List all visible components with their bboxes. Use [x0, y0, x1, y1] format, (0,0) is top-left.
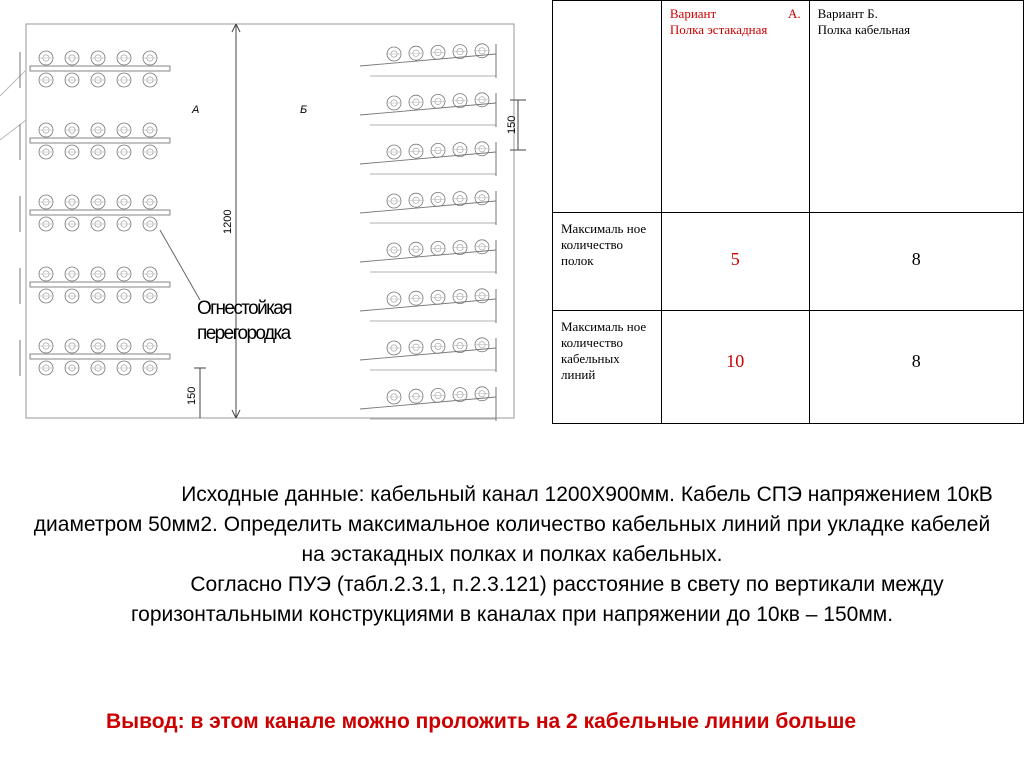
shelf-b — [360, 240, 496, 274]
description-paragraph-2 — [20, 570, 1004, 630]
shelf-a — [20, 267, 170, 304]
dimension-label-150-right: 150 — [506, 115, 518, 134]
description-text-2: Согласно ПУЭ (табл.2.3.1, п.2.3.121) расстояние в свету по вертикали между горизонтальными конструкциями в каналах при напряжении до 10кв – 150мм. — [130, 573, 944, 626]
shelf-b — [360, 44, 496, 78]
variant-a-subtitle: Полка эстакадная — [669, 22, 768, 37]
cable-channel-drawing — [0, 0, 540, 430]
variant-b-subtitle: Полка кабельная — [817, 22, 911, 37]
table-row — [553, 213, 1024, 311]
shelf-a — [20, 123, 170, 160]
dimension-label-150-left: 150 — [186, 386, 198, 405]
table-header-row — [553, 1, 1024, 213]
variant-b-zone-label: Б — [300, 104, 308, 116]
problem-description — [20, 480, 1004, 630]
shelf-b — [360, 142, 496, 176]
shelves-variant-b — [360, 44, 496, 421]
row-label-max-cable-lines: Максималь ное количество кабельных линий — [553, 311, 662, 424]
variant-a-title-left: Вариант — [669, 6, 717, 21]
conclusion-text: Вывод: в этом канале можно проложить на 2 кабельные линии больше — [106, 710, 857, 733]
variant-a-zone-label: А — [192, 104, 200, 116]
variant-a-title-right: А. — [787, 6, 801, 21]
shelf-b — [360, 191, 496, 225]
variant-a-header — [661, 1, 809, 213]
shelf-a — [20, 339, 170, 376]
table-corner-cell — [553, 1, 662, 213]
description-text-1: Исходные данные: кабельный канал 1200Х900мм. Кабель СПЭ напряжением 10кВ диаметром 50мм2. Определить максимальное количество кабельных линий при укладке кабелей на эстакадных полках и полках кабельных. — [33, 483, 993, 566]
shelf-a — [20, 51, 170, 88]
value-a-max-shelves: 5 — [661, 213, 809, 311]
value-a-max-cable-lines: 10 — [661, 311, 809, 424]
variants-comparison-table — [552, 0, 1024, 424]
variant-b-header — [809, 1, 1023, 213]
row-label-max-shelves: Максималь ное количество полок — [553, 213, 662, 311]
shelf-b — [360, 289, 496, 323]
shelf-b — [360, 338, 496, 372]
fire-partition-label: Огнестойкая перегородка — [197, 298, 291, 344]
shelves-variant-a — [20, 51, 170, 376]
partition-leader — [160, 230, 200, 300]
shelf-b — [360, 387, 496, 421]
table-row — [553, 311, 1024, 424]
shelf-b — [360, 93, 496, 127]
value-b-max-shelves: 8 — [809, 213, 1023, 311]
value-b-max-cable-lines: 8 — [809, 311, 1023, 424]
description-paragraph-1 — [20, 480, 1004, 570]
shelf-a — [20, 195, 170, 232]
variant-b-title: Вариант Б. — [817, 6, 878, 21]
dimension-label-1200: 1200 — [222, 209, 234, 234]
